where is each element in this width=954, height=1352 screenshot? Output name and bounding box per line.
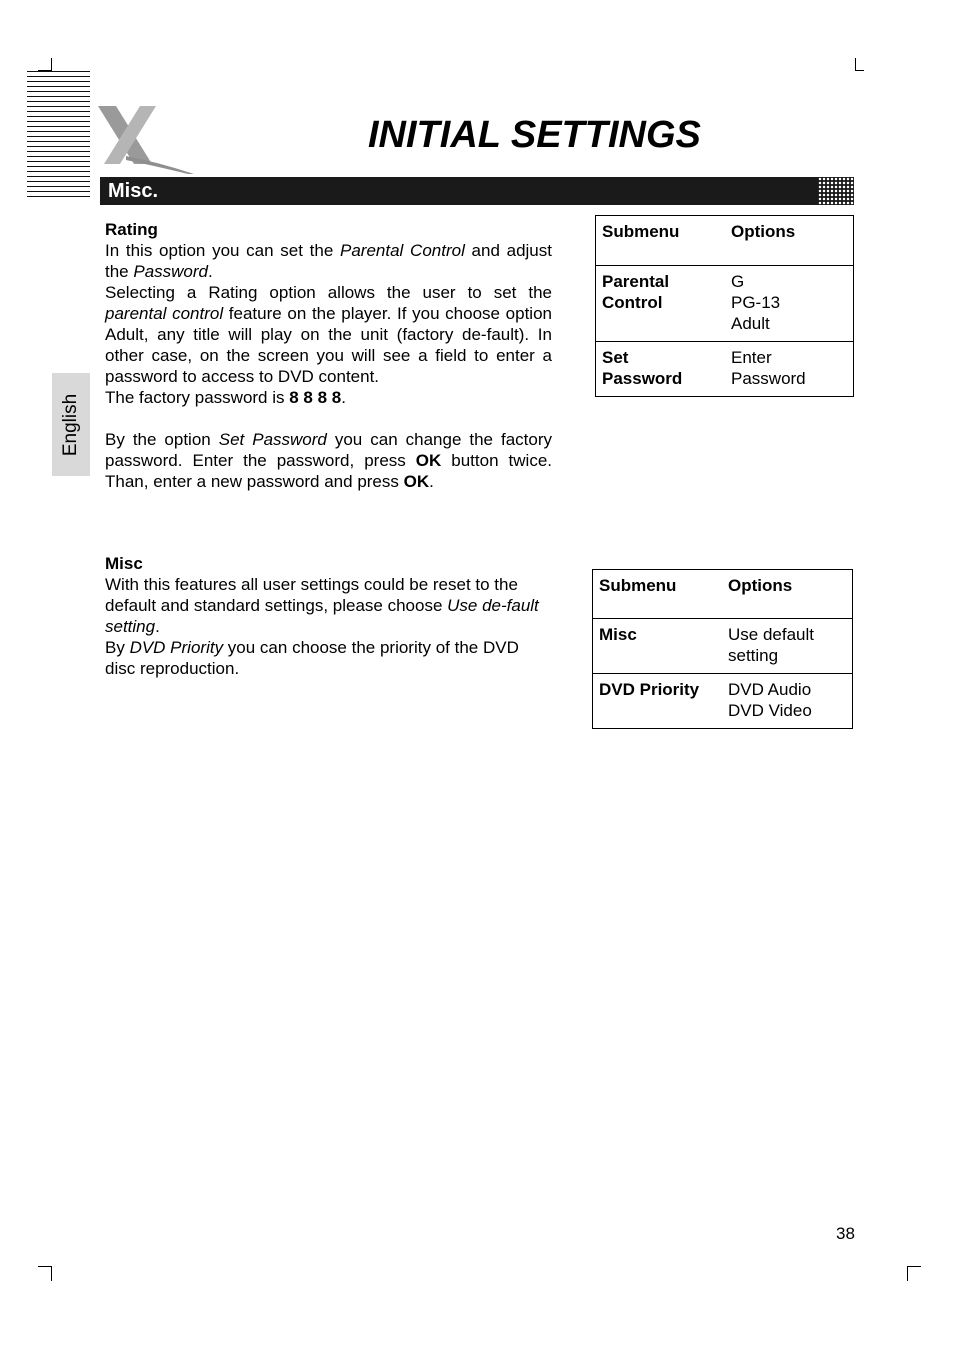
language-label: English [60,393,81,456]
page-title: INITIAL SETTINGS [368,114,701,156]
crop-mark-top-right [855,58,864,71]
options-cell: Use default setting [722,619,853,674]
table-row [593,674,853,729]
misc-paragraph-1: With this features all user settings could be reset to the default and standard settings, please choose Use de-fault setting. [105,575,539,636]
crop-mark-bottom-right [907,1266,921,1281]
table-header-row [596,216,854,266]
section-title: Misc. [108,180,159,202]
page-number: 38 [836,1224,855,1243]
submenu-cell: Parental Control [596,266,726,342]
options-cell: Enter Password [725,342,854,397]
bar-dot-pattern [818,177,854,205]
options-cell: DVD Audio DVD Video [722,674,853,729]
submenu-cell: Misc [593,619,723,674]
misc-options-table [592,569,853,729]
header-options: Options [722,570,853,619]
rating-paragraph-2: Selecting a Rating option allows the user to set the parental control feature on the player. If you choose option Adult, any title will play on the unit (factory de-fault). In other case, on the screen you will see a field to enter a password to access to DVD content. [105,283,552,386]
rating-paragraph-3: The factory password is 8 8 8 8. [105,388,346,407]
crop-mark-bottom-left [38,1266,52,1281]
rating-paragraph-1: In this option you can set the Parental Control and adjust the Password. [105,241,552,281]
rating-paragraph-4: By the option Set Password you can change the factory password. Enter the password, press OK button twice. Than, enter a new password and press OK. [105,430,552,491]
rating-section [105,219,552,492]
misc-heading: Misc [105,554,143,573]
header-submenu: Submenu [596,216,726,266]
options-cell: G PG-13 Adult [725,266,854,342]
submenu-cell: DVD Priority [593,674,723,729]
language-tab [52,373,90,476]
submenu-cell: Set Password [596,342,726,397]
crop-mark-top-left [38,58,52,71]
table-header-row [593,570,853,619]
section-bar [100,177,854,205]
table-row [596,342,854,397]
table-row [593,619,853,674]
misc-paragraph-2: By DVD Priority you can choose the priority of the DVD disc reproduction. [105,638,519,678]
brand-logo [96,104,196,176]
decorative-stripes [27,71,90,199]
rating-heading: Rating [105,220,158,239]
table-row [596,266,854,342]
rating-options-table [595,215,854,397]
misc-section [105,553,552,679]
header-submenu: Submenu [593,570,723,619]
header-options: Options [725,216,854,266]
